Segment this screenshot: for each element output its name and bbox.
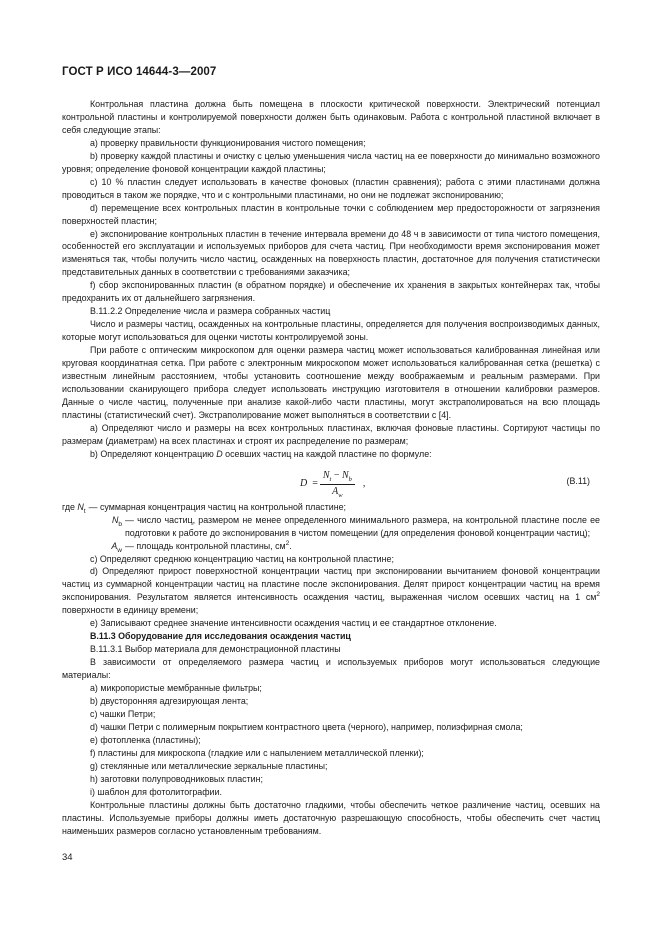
step-a: a) проверку правильности функционирования чистого помещения;	[90, 137, 366, 148]
step-e: e) экспонирование контрольных пластин в течение интервала времени до 48 ч в зависимости от типа чистого помещения, особенностей его эксплуатации и используемых приборов для счета частиц. При необходимости время экспонирования может изменяться так, чтобы получить число частиц, осажденных на поверхность пластин, достаточное для получения статистически представительных данных в соответствии с требованиями заказчика;	[62, 228, 600, 278]
definition-nb	[62, 514, 600, 540]
formula-nb: N	[342, 469, 349, 481]
definition-aw	[62, 540, 600, 553]
section-heading-b11-3-1: В.11.3.1 Выбор материала для демонстрационной пластины	[90, 644, 341, 655]
determine-c: c) Определяют среднюю концентрацию частиц на контрольной пластине;	[90, 553, 394, 564]
formula-aw-sub: w	[338, 491, 343, 499]
definition-aw-body: — площадь контрольной пластины, см	[125, 540, 286, 551]
material-a: a) микропористые мембранные фильтры;	[90, 683, 262, 694]
formula-minus: −	[333, 469, 340, 481]
determine-d	[62, 565, 600, 617]
document-header: ГОСТ Р ИСО 14644-3—2007	[62, 66, 217, 78]
definition-nb-sub: b	[118, 520, 122, 528]
determine-d-sup: 2	[596, 591, 600, 599]
determine-b-pre: b) Определяют концентрацию	[90, 448, 217, 459]
material-b: b) двусторонняя адгезирующая лента;	[90, 695, 249, 706]
material-g: g) стеклянные или металлические зеркальные пластины;	[90, 760, 328, 771]
formula-numerator	[320, 470, 355, 485]
step-d: d) перемещение всех контрольных пластин в контрольные точки с соблюдением мер предосторожности от загрязнения поверхностей пластин;	[62, 202, 600, 226]
step-b: b) проверку каждой пластины и очистку с целью уменьшения числа частиц на ее поверхности до минимально возможного уровня; определение фоновой концентрации каждой пластины;	[62, 150, 600, 174]
definition-nt-var: N	[77, 501, 84, 512]
formula-lhs: D	[300, 477, 308, 489]
material-c: c) чашки Петри;	[90, 708, 156, 719]
section-heading-b11-2-2: В.11.2.2 Определение числа и размера собранных частиц	[90, 306, 331, 317]
formula-aw: A	[332, 485, 339, 497]
determine-b-post: осевших частиц на каждой пластине по формуле:	[222, 448, 432, 459]
definition-aw-sub: w	[117, 546, 122, 554]
definition-nt	[62, 501, 600, 514]
section-heading-b11-3: В.11.3 Оборудование для исследования осаждения частиц	[90, 631, 351, 642]
definition-aw-sup: 2	[285, 539, 290, 547]
equation-number: (В.11)	[566, 475, 590, 486]
definition-nb-text: — число частиц, размером не менее определенного минимального размера, на контрольной пластине после ее подготовки к работе до экспонирования в чистом помещении (для определения фоновой концентрации частиц);	[125, 514, 600, 538]
definition-nb-symbol	[62, 514, 125, 540]
definition-aw-end: .	[289, 540, 292, 551]
definition-aw-var: A	[111, 540, 118, 551]
formula-nb-sub: b	[348, 475, 352, 483]
formula-comma: ,	[362, 477, 366, 489]
page-body	[62, 98, 600, 837]
paragraph-microscope: При работе с оптическим микроскопом для оценки размера частиц может использоваться калиброванная линейная или круговая координатная сетка. При работе с электронным микроскопом может использоваться калиброванная сетка (решетка) с известным линейным расстоянием, чтобы установить соотношение между воображаемым и реальным размерами. При использовании сканирующего прибора следует использовать инструкцию изготовителя в отношении калибровки размеров. Данные о числе частиц, полученные при анализе какой-либо части пластины, могут экстраполироваться на всю площадь пластины (статистический счет). Экстраполирование может выполняться в соответствии с [4].	[62, 345, 600, 420]
formula-b11	[300, 470, 365, 499]
step-c: c) 10 % пластин следует использовать в качестве фоновых (пластин сравнения); работа с этими пластинами должна проводиться в таком же порядке, что и с контрольными пластинами, но они не подлежат экспонированию;	[62, 176, 600, 200]
formula-nt: N	[322, 469, 330, 481]
where-label: где	[62, 501, 75, 512]
formula-denominator	[332, 485, 342, 499]
formula-nt-sub: t	[329, 475, 332, 483]
material-e: e) фотопленка (пластины);	[90, 734, 201, 745]
definition-aw-text	[125, 540, 600, 553]
material-h: h) заготовки полупроводниковых пластин;	[90, 773, 263, 784]
paragraph-intro: Контрольная пластина должна быть помещена в плоскости критической поверхности. Электрический потенциал контрольной пластины и контролируемой поверхности должен быть одинаковым. Работа с контрольной пластиной включает в себя следующие этапы:	[62, 99, 600, 135]
determine-b-var: D	[216, 448, 223, 459]
definition-nt-text: — суммарная концентрация частиц на контрольной пластине;	[88, 501, 347, 512]
determine-d-part2: поверхности в единицу времени;	[62, 605, 199, 616]
paragraph-materials: В зависимости от определяемого размера частиц и используемых приборов могут использоваться следующие материалы:	[62, 657, 600, 681]
material-f: f) пластины для микроскопа (гладкие или с напылением металлической пленки);	[90, 747, 424, 758]
formula-fraction	[320, 470, 355, 499]
definition-nt-symbol	[62, 501, 89, 514]
step-f: f) сбор экспонированных пластин (в обратном порядке) и обеспечение их хранения в закрытых контейнерах так, чтобы предохранить их от дальнейшего загрязнения.	[62, 280, 600, 304]
definition-aw-symbol	[62, 540, 125, 553]
material-d: d) чашки Петри с полимерным покрытием контрастного цвета (черного), например, полиэфирная смола;	[90, 721, 523, 732]
paragraph-final: Контрольные пластины должны быть достаточно гладкими, чтобы обеспечить четкое различение частиц, осевших на пластины. Используемые приборы должны иметь достаточную разрешающую способность, чтобы обеспечить счет частиц наименьших размеров согласно установленным требованиям.	[62, 799, 600, 836]
determine-b	[62, 448, 600, 461]
formula-equals: =	[312, 477, 318, 489]
page-number: 34	[62, 852, 73, 863]
material-i: i) шаблон для фотолитографии.	[90, 786, 222, 797]
determine-d-part1: d) Определяют прирост поверхностной концентрации частиц при экспонировании вычитанием фоновой концентрации частиц из суммарной концентрации частиц на пластине после экспонирования. Делят прирост концентрации частиц на время экспонирования. Результатом является интенсивность осаждения частиц, выраженная числом осевших частиц на 1 см	[62, 566, 600, 603]
definition-nb-var: N	[111, 514, 119, 525]
determine-a: a) Определяют число и размеры на всех контрольных пластинах, включая фоновые пластины. Сортируют частицы по размерам (диаметрам) на всех пластинах и строят их распределение по размерам;	[62, 422, 600, 446]
formula-block	[62, 464, 600, 499]
paragraph-count: Число и размеры частиц, осажденных на контрольные пластины, определяется для получения воспроизводимых данных, которые могут использоваться для оценки чистоты контролируемой зоны.	[62, 319, 600, 343]
definition-nt-sub: t	[83, 507, 86, 515]
determine-e: e) Записывают среднее значение интенсивности осаждения частиц и ее стандартное отклонение.	[90, 618, 497, 629]
formula-definitions	[62, 501, 600, 553]
